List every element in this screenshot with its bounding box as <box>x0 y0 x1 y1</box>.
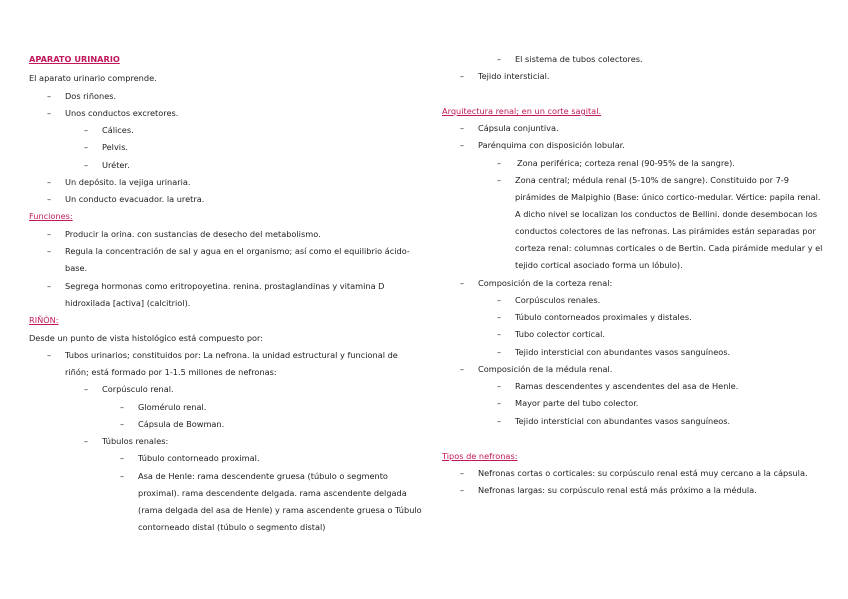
list-item-continuation: corteza renal: columnas corticales o de Bertin. Cada pirámide medular y el <box>515 243 823 253</box>
dash-marker: – <box>497 381 502 391</box>
list-item: Tejido intersticial con abundantes vasos sanguíneos. <box>515 416 731 426</box>
dash-marker: – <box>497 398 502 408</box>
arquitectura-heading: Arquitectura renal; en un corte sagital. <box>442 106 602 116</box>
dash-marker: – <box>460 468 465 478</box>
list-item: Túbulo contorneado proximal. <box>138 453 260 463</box>
list-item: Corpúsculo renal. <box>102 384 174 394</box>
list-item: Tubo colector cortical. <box>515 329 606 339</box>
funciones-heading: Funciones: <box>29 211 73 221</box>
dash-marker: – <box>497 54 502 64</box>
list-item: Nefronas cortas o corticales: su corpúsculo renal está muy cercano a la cápsula. <box>478 468 808 478</box>
dash-marker: – <box>460 485 465 495</box>
dash-marker: – <box>47 108 52 118</box>
list-item-continuation: tejido cortical asociado forma un lóbulo). <box>515 260 683 270</box>
dash-marker: – <box>84 436 89 446</box>
dash-marker: – <box>460 140 465 150</box>
list-item: Un depósito. la vejiga urinaria. <box>65 177 191 187</box>
list-item: Tejido intersticial con abundantes vasos sanguíneos. <box>515 347 731 357</box>
list-item: Segrega hormonas como eritropoyetina. renina. prostaglandinas y vitamina D <box>65 281 385 291</box>
list-item: Composición de la corteza renal: <box>478 278 613 288</box>
list-item: El sistema de tubos colectores. <box>515 54 643 64</box>
list-item: Cápsula de Bowman. <box>138 419 225 429</box>
list-item: Tubos urinarios; constituidos por: La nefrona. la unidad estructural y funcional de <box>65 350 398 360</box>
list-item: Zona central; médula renal (5-10% de sangre). Constituido por 7-9 <box>515 175 789 185</box>
dash-marker: – <box>460 71 465 81</box>
list-item: Glomérulo renal. <box>138 402 207 412</box>
list-item-continuation: contorneado distal (túbulo o segmento distal) <box>138 522 326 532</box>
list-item: Cápsula conjuntiva. <box>478 123 559 133</box>
dash-marker: – <box>497 312 502 322</box>
title-aparato-urinario: APARATO URINARIO <box>29 54 120 64</box>
list-item: Nefronas largas: su corpúsculo renal está más próximo a la médula. <box>478 485 757 495</box>
dash-marker: – <box>84 125 89 135</box>
dash-marker: – <box>47 91 52 101</box>
dash-marker: – <box>47 194 52 204</box>
list-item: Un conducto evacuador. la uretra. <box>65 194 205 204</box>
list-item: Mayor parte del tubo colector. <box>515 398 639 408</box>
list-item-continuation: conductos colectores de las nefronas. Las pirámides están separadas por <box>515 226 816 236</box>
dash-marker: – <box>497 175 502 185</box>
dash-marker: – <box>84 142 89 152</box>
dash-marker: – <box>497 347 502 357</box>
dash-marker: – <box>84 160 89 170</box>
dash-marker: – <box>497 158 502 168</box>
list-item-continuation: A dicho nivel se localizan los conductos de Bellini. donde desembocan los <box>515 209 818 219</box>
list-item: Cálices. <box>102 125 134 135</box>
list-item: Uréter. <box>102 160 130 170</box>
rinon-heading: RIÑÓN: <box>29 315 59 325</box>
list-item-continuation: riñón; está formado por 1-1.5 millones de nefronas: <box>65 367 277 377</box>
dash-marker: – <box>460 364 465 374</box>
list-item: Túbulo contorneados proximales y distales. <box>515 312 692 322</box>
dash-marker: – <box>120 471 125 481</box>
list-item: Asa de Henle: rama descendente gruesa (túbulo o segmento <box>138 471 388 481</box>
list-item: Túbulos renales: <box>102 436 169 446</box>
list-item: Tejido intersticial. <box>478 71 550 81</box>
list-item: Regula la concentración de sal y agua en el organismo; así como el equilibrio ácido- <box>65 246 410 256</box>
dash-marker: – <box>47 350 52 360</box>
dash-marker: – <box>47 229 52 239</box>
dash-marker: – <box>47 281 52 291</box>
list-item-continuation: base. <box>65 263 88 273</box>
dash-marker: – <box>47 177 52 187</box>
list-item: Corpúsculos renales. <box>515 295 601 305</box>
dash-marker: – <box>84 384 89 394</box>
list-item-continuation: hidroxilada [activa] (calcitriol). <box>65 298 191 308</box>
list-item: Pelvis. <box>102 142 128 152</box>
tipos-nefronas-heading: Tipos de nefronas: <box>442 451 518 461</box>
rinon-intro: Desde un punto de vista histológico está compuesto por: <box>29 333 264 343</box>
list-item-continuation: pirámides de Malpighio (Base: único cortico-medular. Vértice: papila renal. <box>515 192 821 202</box>
dash-marker: – <box>460 278 465 288</box>
list-item-continuation: (rama delgada del asa de Henle) y rama ascendente gruesa o Túbulo <box>138 505 422 515</box>
list-item-continuation: proximal). rama descendente delgada. rama ascendente delgada <box>138 488 407 498</box>
list-item: Ramas descendentes y ascendentes del asa de Henle. <box>515 381 739 391</box>
list-item: Parénquima con disposición lobular. <box>478 140 625 150</box>
dash-marker: – <box>497 329 502 339</box>
list-item: Dos riñones. <box>65 91 117 101</box>
dash-marker: – <box>497 416 502 426</box>
intro-text: El aparato urinario comprende. <box>29 73 157 83</box>
list-item: Composición de la médula renal. <box>478 364 613 374</box>
dash-marker: – <box>120 419 125 429</box>
list-item: Zona periférica; corteza renal (90-95% de la sangre). <box>517 158 735 168</box>
dash-marker: – <box>120 402 125 412</box>
dash-marker: – <box>497 295 502 305</box>
list-item: Producir la orina. con sustancias de desecho del metabolismo. <box>65 229 321 239</box>
dash-marker: – <box>47 246 52 256</box>
dash-marker: – <box>120 453 125 463</box>
dash-marker: – <box>460 123 465 133</box>
list-item: Unos conductos excretores. <box>65 108 179 118</box>
